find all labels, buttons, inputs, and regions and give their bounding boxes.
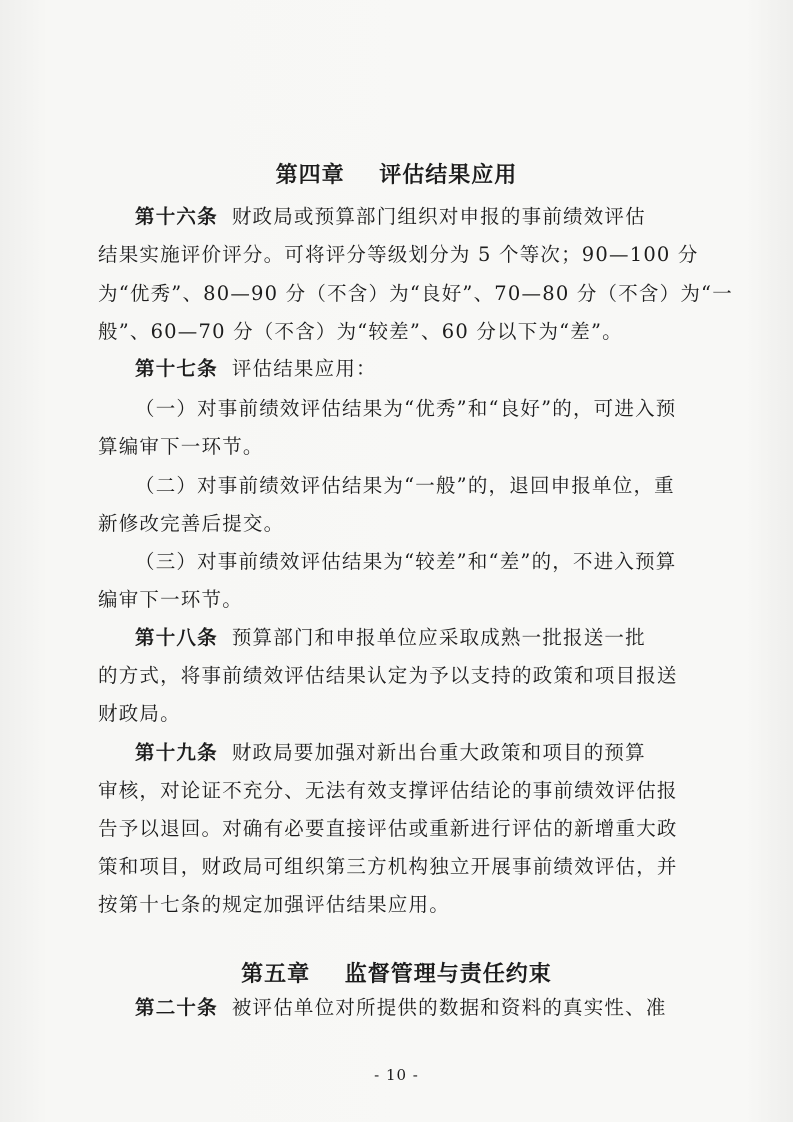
article-16-line-4: 般”、60—70 分（不含）为“较差”、60 分以下为“差”。 [98,320,623,343]
article-19-line-4: 策和项目，财政局可组织第三方机构独立开展事前绩效评估，并 [98,855,678,878]
chapter-4-title: 第四章 评估结果应用 [275,163,518,188]
article-19-label: 第十九条 [135,741,218,764]
article-16-line-1: 第十六条 财政局或预算部门组织对申报的事前绩效评估 [135,205,646,228]
article-19-line-1: 第十九条 财政局要加强对新出台重大政策和项目的预算 [135,741,646,764]
article-17-line-1: 第十七条 评估结果应用： [135,357,377,380]
article-17-item-2-cont: 新修改完善后提交。 [98,512,285,535]
article-18-line-2: 的方式，将事前绩效评估结果认定为予以支持的政策和项目报送 [98,664,678,687]
article-17-item-3-cont: 编审下一环节。 [98,588,243,611]
article-18-label: 第十八条 [135,626,218,649]
article-18-line-3: 财政局。 [98,702,181,725]
article-17-item-3: （三）对事前绩效评估结果为“较差”和“差”的，不进入预算 [135,550,677,573]
article-19-line-5: 按第十七条的规定加强评估结果应用。 [98,893,450,916]
chapter-5-title: 第五章 监督管理与责任约束 [241,962,552,987]
article-16-label: 第十六条 [135,205,218,228]
article-20-label: 第二十条 [135,996,218,1019]
article-18-line-1: 第十八条 预算部门和申报单位应采取成熟一批报送一批 [135,626,646,649]
article-20-line-1: 第二十条 被评估单位对所提供的数据和资料的真实性、准 [135,996,667,1019]
article-17-item-1: （一）对事前绩效评估结果为“优秀”和“良好”的，可进入预 [135,397,677,420]
article-19-line-2: 审核，对论证不充分、无法有效支撑评估结论的事前绩效评估报 [98,779,678,802]
article-16-line-3: 为“优秀”、80—90 分（不含）为“良好”、70—80 分（不含）为“一 [98,282,733,305]
article-16-line-2: 结果实施评价评分。可将评分等级划分为 5 个等次；90—100 分 [98,243,699,266]
article-17-item-1-cont: 算编审下一环节。 [98,435,264,458]
article-19-line-3: 告予以退回。对确有必要直接评估或重新进行评估的新增重大政 [98,817,678,840]
page-number: - 10 - [374,1066,419,1084]
article-17-label: 第十七条 [135,357,218,380]
article-17-item-2: （二）对事前绩效评估结果为“一般”的，退回申报单位，重 [135,474,675,497]
